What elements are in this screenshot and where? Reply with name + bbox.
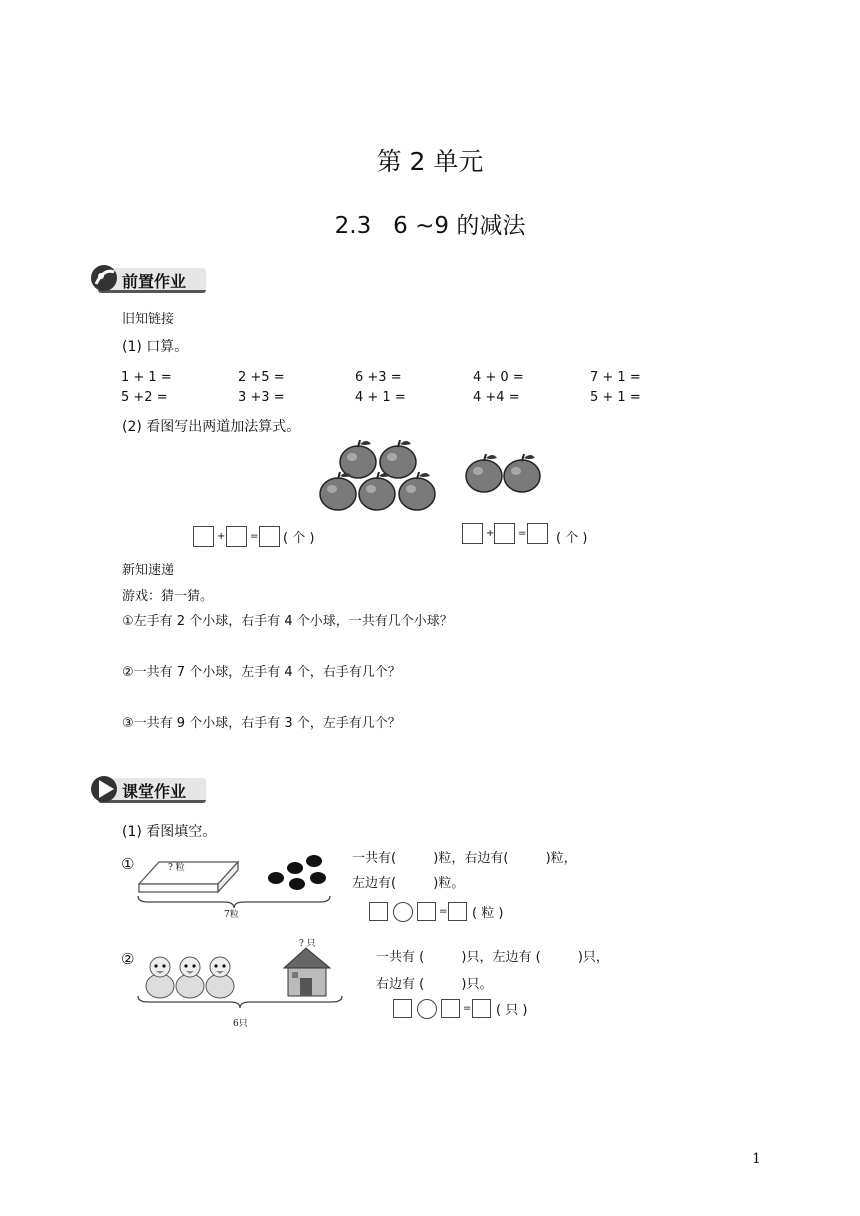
new-knowledge-heading: 新知速递 [122,563,175,578]
pre-work-label: 前置作业 [122,272,187,291]
apple-icon [504,454,540,492]
unit-label: ( 只 ) [496,1003,528,1018]
review-heading: 旧知链接 [122,312,175,327]
unit-label: ( 个 ) [556,531,588,546]
answer-box[interactable] [393,999,412,1018]
total-label: 7粒 [224,910,239,920]
answer-box[interactable] [472,999,491,1018]
apple-icon [380,440,416,478]
plus-sign: + [486,528,495,539]
apple-icon [340,440,376,478]
ducks-and-house-figure [134,942,350,1024]
calc-item: 2 +5 = [238,370,285,385]
classwork-label: 课堂作业 [122,782,187,801]
unit-label: ( 个 ) [283,531,315,546]
calc-item: 5 +2 = [121,390,168,405]
game-question-1: ①左手有 2 个小球，右手有 4 个小球，一共有几个小球？ [122,614,453,629]
house-unknown-label: ? 只 [299,939,316,949]
answer-box[interactable] [441,999,460,1018]
lesson-title: 2.3 6 ~9 的减法 [334,213,526,239]
duck-icon [206,957,234,998]
apples-group-two [462,452,546,496]
game-question-2: ②一共有 7 个小球，左手有 4 个，右手有几个？ [122,665,401,680]
page-number: 1 [752,1151,761,1167]
answer-box[interactable] [527,523,548,544]
item-number: ① [121,855,135,873]
calc-item: 4 +4 = [473,390,520,405]
answer-box[interactable] [259,526,280,547]
duck-icon [176,957,204,998]
plus-sign: + [217,531,226,542]
unit-title: 第 2 单元 [376,147,484,176]
equals-sign: = [463,1003,472,1014]
duck-icon [146,957,174,998]
box-unknown-label: ? 粒 [168,863,185,873]
answer-box[interactable] [369,902,388,921]
operator-circle[interactable] [393,902,413,922]
game-heading: 游戏：猜一猜。 [122,589,214,604]
equals-sign: = [518,528,527,539]
calc-item: 4 + 1 = [355,390,406,405]
fill-line: 一共有( )粒，右边有( )粒， [352,851,577,866]
answer-box[interactable] [462,523,483,544]
answer-box[interactable] [417,902,436,921]
apple-icon [466,454,502,492]
bead [306,855,322,867]
pencil-emblem-icon [90,262,120,294]
play-emblem-icon [90,773,120,805]
calc-item: 4 + 0 = [473,370,524,385]
equals-sign: = [439,906,448,917]
unit-label: ( 粒 ) [472,906,504,921]
apple-icon [320,472,356,510]
operator-circle[interactable] [417,999,437,1019]
bead [310,872,326,884]
answer-box[interactable] [193,526,214,547]
answer-box[interactable] [494,523,515,544]
bead [268,872,284,884]
question-2: (2) 看图写出两道加法算式。 [122,419,301,435]
fill-line: 右边有 ( )只。 [376,977,493,992]
answer-box[interactable] [226,526,247,547]
calc-item: 3 +3 = [238,390,285,405]
pre-work-banner [88,262,218,296]
apples-group-five [316,440,440,516]
house-icon [284,948,330,996]
classwork-banner [88,772,218,806]
calc-item: 6 +3 = [355,370,402,385]
calc-item: 1 + 1 = [121,370,172,385]
total-label: 6只 [233,1019,248,1029]
calc-item: 7 + 1 = [590,370,641,385]
bead [287,862,303,874]
question-1: (1) 口算。 [122,339,189,355]
box-and-beads-figure [134,848,346,922]
answer-box[interactable] [448,902,467,921]
classwork-question-1: (1) 看图填空。 [122,824,217,840]
equals-sign: = [250,531,259,542]
game-question-3: ③一共有 9 个小球，右手有 3 个，左手有几个？ [122,716,401,731]
bead [289,878,305,890]
item-number: ② [121,950,135,968]
fill-line: 左边有( )粒。 [352,876,465,891]
calc-item: 5 + 1 = [590,390,641,405]
fill-line: 一共有 ( )只，左边有 ( )只， [376,950,609,965]
